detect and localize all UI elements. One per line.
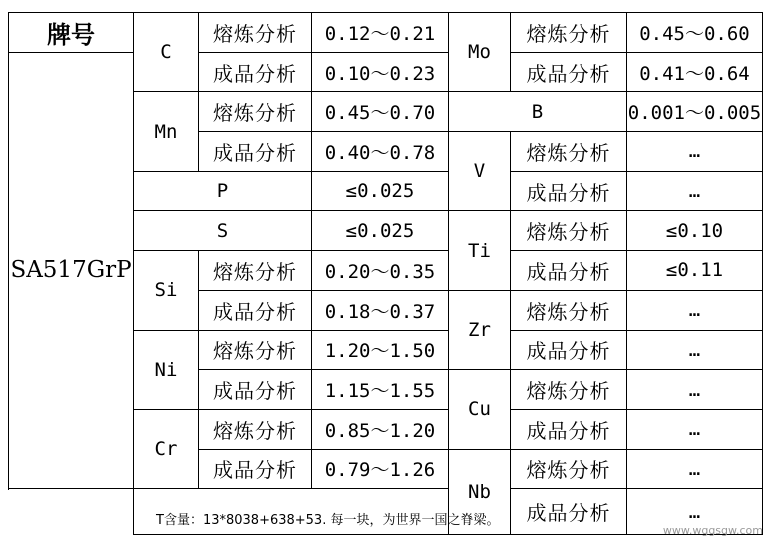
- analysis-type: 熔炼分析: [511, 370, 627, 410]
- element-cr: Cr: [134, 409, 199, 488]
- analysis-type: 熔炼分析: [199, 92, 312, 132]
- watermark: www.wggsgw.com: [662, 524, 763, 537]
- cr-product-value: 0.79～1.26: [312, 449, 449, 489]
- nb-smelt-value: …: [627, 449, 763, 489]
- analysis-type: 熔炼分析: [511, 449, 627, 489]
- v-product-value: …: [627, 171, 763, 211]
- mo-product-value: 0.41～0.64: [627, 52, 763, 92]
- element-mo: Mo: [449, 13, 511, 92]
- v-smelt-value: …: [627, 132, 763, 172]
- c-smelt-value: 0.12～0.21: [312, 13, 449, 53]
- element-s: S: [134, 211, 312, 251]
- analysis-type: 成品分析: [511, 489, 627, 535]
- element-zr: Zr: [449, 290, 511, 369]
- analysis-type: 成品分析: [511, 52, 627, 92]
- mo-smelt-value: 0.45～0.60: [627, 13, 763, 53]
- analysis-type: 成品分析: [511, 330, 627, 370]
- s-value: ≤0.025: [312, 211, 449, 251]
- footnote: T含量：13*8038+638+53. 每一块，为世界一国之脊梁。: [134, 489, 511, 535]
- cu-product-value: …: [627, 409, 763, 449]
- element-v: V: [449, 132, 511, 211]
- element-ni: Ni: [134, 330, 199, 409]
- element-nb: Nb: [449, 449, 511, 534]
- p-value: ≤0.025: [312, 171, 449, 211]
- ti-smelt-value: ≤0.10: [627, 211, 763, 251]
- ni-product-value: 1.15～1.55: [312, 370, 449, 410]
- si-product-value: 0.18～0.37: [312, 290, 449, 330]
- grade-value: SA517GrP: [9, 52, 134, 489]
- composition-table: [8, 12, 763, 535]
- analysis-type: 熔炼分析: [511, 290, 627, 330]
- table-row: [9, 52, 763, 92]
- analysis-type: 熔炼分析: [199, 251, 312, 291]
- analysis-type: 熔炼分析: [199, 13, 312, 53]
- analysis-type: 熔炼分析: [511, 211, 627, 251]
- ti-product-value: ≤0.11: [627, 251, 763, 291]
- analysis-type: 成品分析: [511, 251, 627, 291]
- cu-smelt-value: …: [627, 370, 763, 410]
- b-value: 0.001～0.005: [627, 92, 763, 132]
- ni-smelt-value: 1.20～1.50: [312, 330, 449, 370]
- cr-smelt-value: 0.85～1.20: [312, 409, 449, 449]
- element-ti: Ti: [449, 211, 511, 290]
- nb-product-value: …: [627, 489, 763, 535]
- element-b: B: [449, 92, 627, 132]
- analysis-type: 熔炼分析: [511, 132, 627, 172]
- zr-product-value: …: [627, 330, 763, 370]
- grade-header: 牌号: [9, 13, 134, 53]
- analysis-type: 成品分析: [199, 132, 312, 172]
- element-si: Si: [134, 251, 199, 330]
- element-cu: Cu: [449, 370, 511, 449]
- analysis-type: 熔炼分析: [199, 409, 312, 449]
- element-c: C: [134, 13, 199, 92]
- analysis-type: 成品分析: [199, 449, 312, 489]
- analysis-type: 成品分析: [511, 409, 627, 449]
- analysis-type: 成品分析: [199, 370, 312, 410]
- element-p: P: [134, 171, 312, 211]
- analysis-type: 成品分析: [199, 52, 312, 92]
- c-product-value: 0.10～0.23: [312, 52, 449, 92]
- mn-product-value: 0.40～0.78: [312, 132, 449, 172]
- analysis-type: 熔炼分析: [199, 330, 312, 370]
- si-smelt-value: 0.20～0.35: [312, 251, 449, 291]
- analysis-type: 成品分析: [199, 290, 312, 330]
- table-row: [9, 13, 763, 53]
- zr-smelt-value: …: [627, 290, 763, 330]
- analysis-type: 成品分析: [511, 171, 627, 211]
- analysis-type: 熔炼分析: [511, 13, 627, 53]
- mn-smelt-value: 0.45～0.70: [312, 92, 449, 132]
- element-mn: Mn: [134, 92, 199, 171]
